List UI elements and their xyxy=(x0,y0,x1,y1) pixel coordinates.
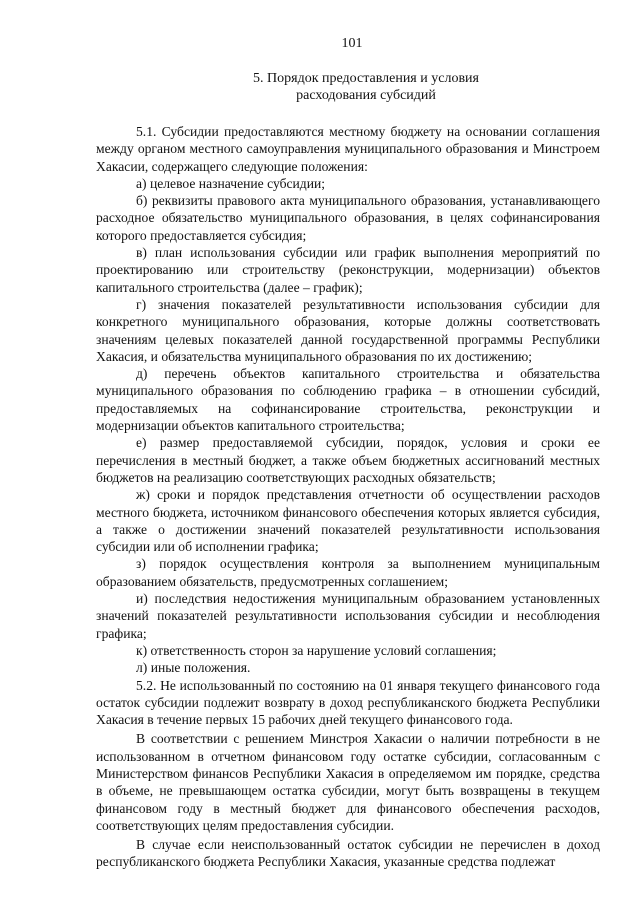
list-item-l: л) иные положения. xyxy=(136,660,251,676)
section-title xyxy=(96,70,600,104)
list-item-v: в) план использования субсидии или график выполнения мероприятий по проектированию или строительству (реконструкции, модернизации) объектов капитального строительства (далее – график); xyxy=(96,245,600,295)
page-number: 101 xyxy=(341,36,363,51)
section-title-line-2: расходования субсидий xyxy=(296,88,436,103)
paragraph-unreturned-balance: В случае если неиспользованный остаток субсидии не перечислен в доход республиканского бюджета Республики Хакасия, указанные средства подлежат xyxy=(96,837,600,870)
list-item-e: е) размер предоставляемой субсидии, порядок, условия и сроки ее перечисления в местный бюджет, а также объем бюджетных ассигнований местных бюджетов на реализацию соответствующих расходных обязательств; xyxy=(96,435,600,485)
list-item-d: д) перечень объектов капитального строительства и обязательства муниципального образования по соблюдению графика – в отношении субсидий, предоставляемых на софинансирование строительства, реконструкции и модернизации объектов капитального строительства; xyxy=(96,366,600,434)
list-item-g: г) значения показателей результативности использования субсидии для конкретного муниципального образования, которые должны соответствовать значениям целевых показателей данной государственной программы Республики Хакасия, и обязательства муниципального образования по их достижению; xyxy=(96,296,600,364)
list-item-z: з) порядок осуществления контроля за выполнением муниципальным образованием обязательств, предусмотренных соглашением; xyxy=(96,556,600,589)
list-item-zh: ж) сроки и порядок представления отчетности об осуществлении расходов местного бюджета, источником финансового обеспечения которых является субсидия, а также о достижении значений показателей результативности использования субсидии или об исполнении графика; xyxy=(96,487,600,555)
list-item-b: б) реквизиты правового акта муниципального образования, устанавливающего расходное обязательство муниципального образования, в целях софинансирования которого предоставляется субсидия; xyxy=(96,193,600,243)
list-item-a: а) целевое назначение субсидии; xyxy=(136,175,326,191)
document-body xyxy=(96,123,600,871)
list-item-k: к) ответственность сторон за нарушение условий соглашения; xyxy=(136,642,497,658)
list-item-i: и) последствия недостижения муниципальным образованием установленных значений показателей результативности использования субсидии и несоблюдения графика; xyxy=(96,591,600,641)
paragraph-5-2: 5.2. Не использованный по состоянию на 01 января текущего финансового года остаток субсидии подлежит возврату в доход республиканского бюджета Республики Хакасия в течение первых 15 рабочих дней текущего финансового года. xyxy=(96,677,600,728)
section-title-line-1: 5. Порядок предоставления и условия xyxy=(253,71,479,86)
paragraph-return-decision: В соответствии с решением Минстроя Хакасии о наличии потребности в не использованном в отчетном финансовом году остатке субсидии, согласованным с Министерством финансов Республики Хакасия в определяемом им порядке, средства в объеме, не превышающем остатка субсидии, могут быть возвращены в текущем финансовом году в местный бюджет для финансового обеспечения расходов, соответствующих целям предоставления субсидии. xyxy=(96,731,600,833)
paragraph-5-1: 5.1. Субсидии предоставляются местному бюджету на основании соглашения между органом местного самоуправления муниципального образования и Минстроем Хакасии, содержащего следующие положения: xyxy=(96,124,600,174)
